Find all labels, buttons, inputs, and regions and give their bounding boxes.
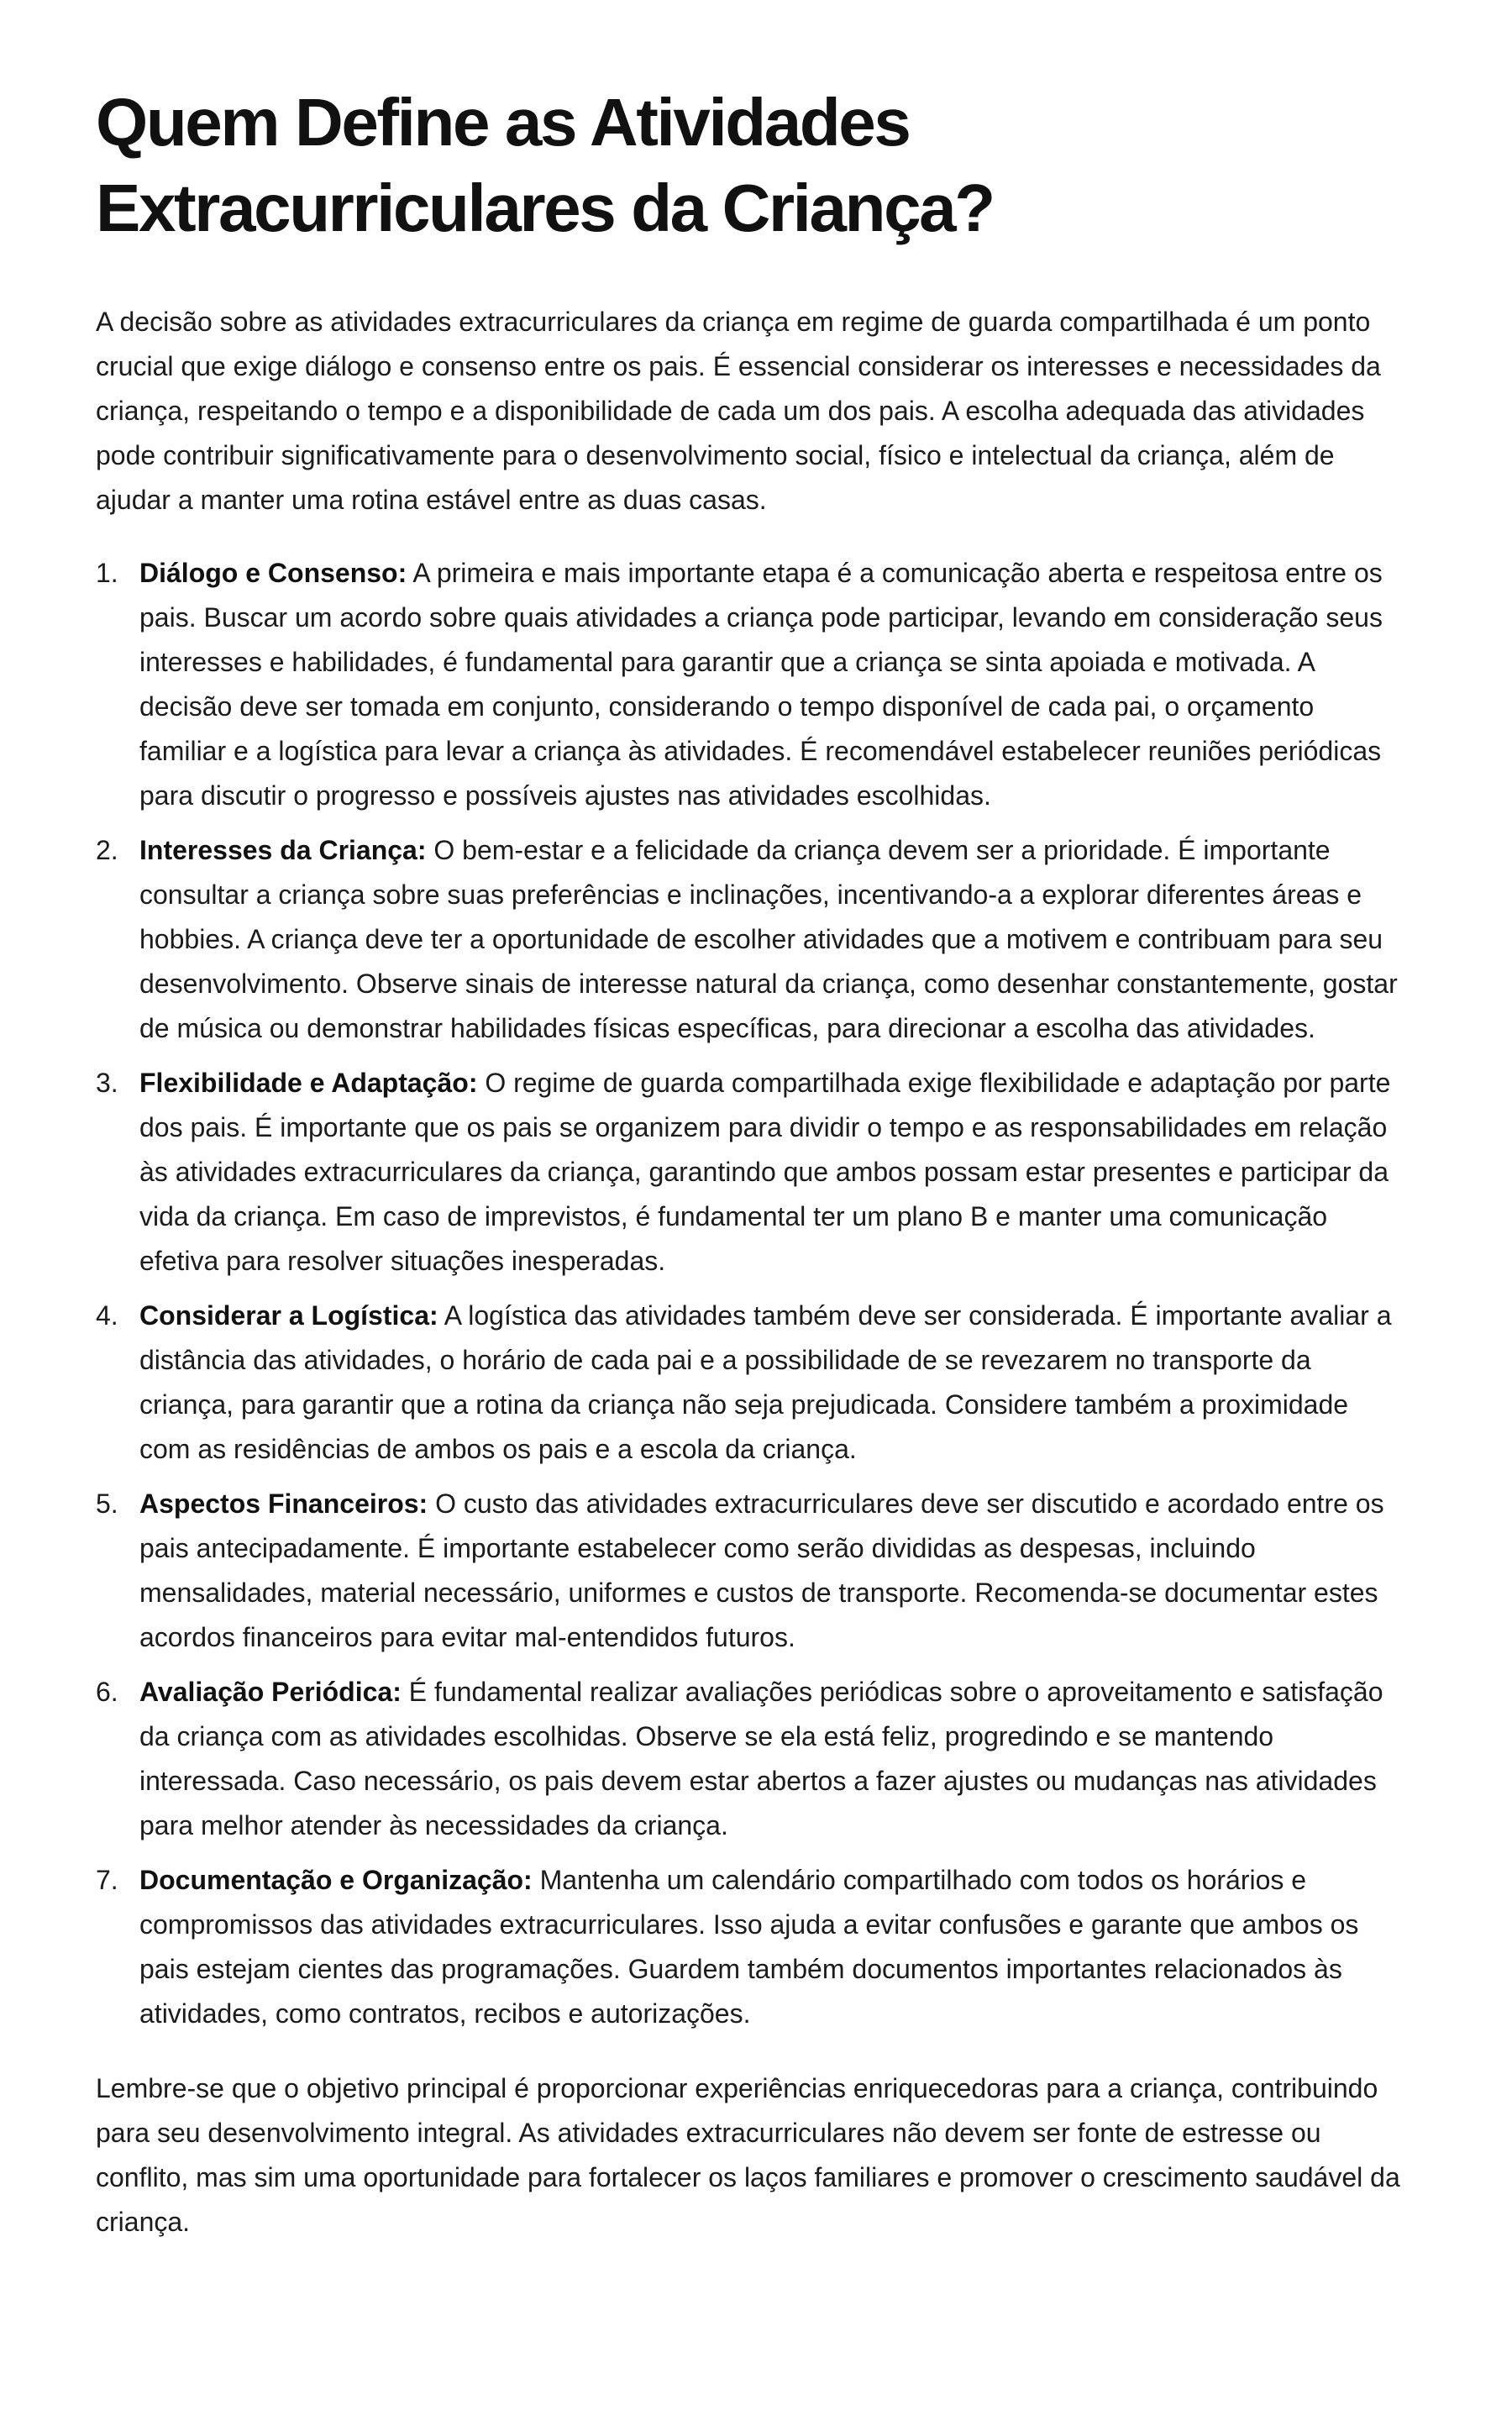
list-item-number: 6. [96,1677,118,1707]
list-item-term: Interesses da Criança: [139,835,427,865]
list-item-number: 3. [96,1068,118,1098]
list-item-text: É fundamental realizar avaliações periódicas sobre o aproveitamento e satisfação da criança com as atividades escolhidas. Observe se ela está feliz, progredindo e se mantendo interessada. Caso necessário, os pais devem estar abertos a fazer ajustes ou mudanças nas atividades para melhor atender às necessidades da criança. [139,1677,1383,1840]
list-item [96,1061,1406,1284]
list-item-text: O custo das atividades extracurriculares deve ser discutido e acordado entre os pais antecipadamente. É importante estabelecer como serão divididas as despesas, incluindo mensalidades, material necessário, uniformes e custos de transporte. Recomenda-se documentar estes acordos financeiros para evitar mal-entendidos futuros. [139,1489,1384,1652]
list-item [96,551,1406,818]
list-item-text: Mantenha um calendário compartilhado com todos os horários e compromissos das atividades extracurriculares. Isso ajuda a evitar confusões e garante que ambos os pais estejam cientes das programações. Guardem também documentos importantes relacionados às atividades, como contratos, recibos e autorizações. [139,1865,1359,2029]
list-item-number: 7. [96,1865,118,1895]
list-item-term: Considerar a Logística: [139,1300,438,1331]
list-item-text: A primeira e mais importante etapa é a comunicação aberta e respeitosa entre os pais. Buscar um acordo sobre quais atividades a criança pode participar, levando em consideração seus interesses e habilidades, é fundamental para garantir que a criança se sinta apoiada e motivada. A decisão deve ser tomada em conjunto, considerando o tempo disponível de cada pai, o orçamento familiar e a logística para levar a criança às atividades. É recomendável estabelecer reuniões periódicas para discutir o progresso e possíveis ajustes nas atividades escolhidas. [139,558,1383,811]
list-item-text: A logística das atividades também deve ser considerada. É importante avaliar a distância das atividades, o horário de cada pai e a possibilidade de se revezarem no transporte da criança, para garantir que a rotina da criança não seja prejudicada. Considere também a proximidade com as residências de ambos os pais e a escola da criança. [139,1300,1392,1464]
list-item-term: Flexibilidade e Adaptação: [139,1068,478,1098]
list-item-term: Aspectos Financeiros: [139,1489,428,1519]
list-item-number: 1. [96,558,118,588]
closing-paragraph: Lembre-se que o objetivo principal é proporcionar experiências enriquecedoras para a criança, contribuindo para seu desenvolvimento integral. As atividades extracurriculares não devem ser fonte de estresse ou conflito, mas sim uma oportunidade para fortalecer os laços familiares e promover o crescimento saudável da criança. [96,2073,1400,2237]
list-item-number: 4. [96,1300,118,1331]
list-item [96,828,1406,1051]
list-item [96,1294,1406,1472]
guidelines-list [96,551,1406,2036]
list-item-text: O regime de guarda compartilhada exige flexibilidade e adaptação por parte dos pais. É importante que os pais se organizem para dividir o tempo e as responsabilidades em relação às atividades extracurriculares da criança, garantindo que ambos possam estar presentes e participar da vida da criança. Em caso de imprevistos, é fundamental ter um plano B e manter uma comunicação efetiva para resolver situações inesperadas. [139,1068,1391,1276]
page-title: Quem Define as Atividades Extracurriculares da Criança? [96,85,994,245]
list-item [96,1670,1406,1848]
list-item-number: 5. [96,1489,118,1519]
list-item [96,1858,1406,2036]
list-item [96,1482,1406,1660]
list-item-term: Avaliação Periódica: [139,1677,402,1707]
list-item-term: Diálogo e Consenso: [139,558,407,588]
list-item-number: 2. [96,835,118,865]
list-item-text: O bem-estar e a felicidade da criança devem ser a prioridade. É importante consultar a criança sobre suas preferências e inclinações, incentivando-a a explorar diferentes áreas e hobbies. A criança deve ter a oportunidade de escolher atividades que a motivem e contribuam para seu desenvolvimento. Observe sinais de interesse natural da criança, como desenhar constantemente, gostar de música ou demonstrar habilidades físicas específicas, para direcionar a escolha das atividades. [139,835,1398,1043]
list-item-term: Documentação e Organização: [139,1865,533,1895]
intro-paragraph: A decisão sobre as atividades extracurriculares da criança em regime de guarda compartilhada é um ponto crucial que exige diálogo e consenso entre os pais. É essencial considerar os interesses e necessidades da criança, respeitando o tempo e a disponibilidade de cada um dos pais. A escolha adequada das atividades pode contribuir significativamente para o desenvolvimento social, físico e intelectual da criança, além de ajudar a manter uma rotina estável entre as duas casas. [96,307,1381,515]
